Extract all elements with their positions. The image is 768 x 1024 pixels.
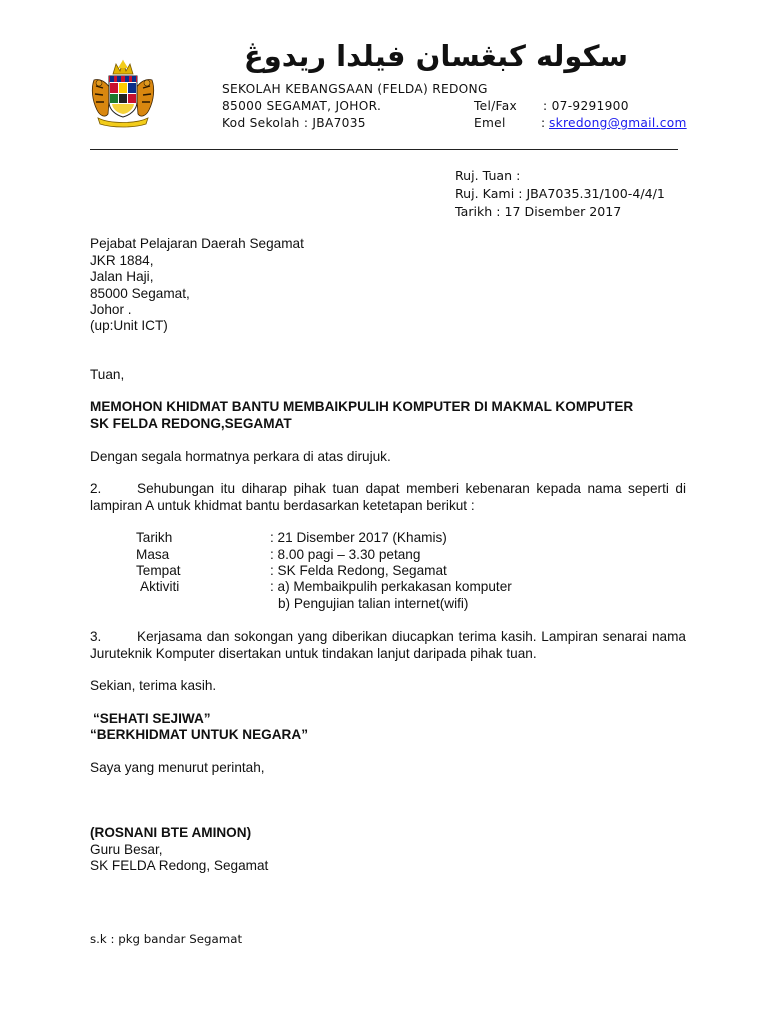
detail-tarikh-label: Tarikh [136,530,173,545]
detail-aktiviti-value-b: b) Pengujian talian internet(wifi) [278,596,469,611]
signatory-org: SK FELDA Redong, Segamat [90,858,269,873]
detail-tarikh-value: : 21 Disember 2017 (Khamis) [270,530,447,545]
signatory-title: Guru Besar, [90,842,163,857]
paragraph-2-line-2: lampiran A untuk khidmat bantu berdasarkan ketetapan berikut : [90,498,475,513]
jawi-school-name [243,36,628,76]
recipient-line-2: JKR 1884, [90,253,154,268]
ref-ruj-kami: Ruj. Kami : JBA7035.31/100-4/4/1 [455,186,665,201]
motto-line-2: “BERKHIDMAT UNTUK NEGARA” [90,727,308,742]
letterhead-divider [90,149,678,150]
recipient-line-1: Pejabat Pelajaran Daerah Segamat [90,236,304,251]
jawi-title-text: سکوله کبڠسان فيلدا ريدوڠ [243,39,628,73]
subject-line-1: MEMOHON KHIDMAT BANTU MEMBAIKPULIH KOMPUTER DI MAKMAL KOMPUTER [90,399,634,414]
coat-of-arms-logo [90,58,156,130]
paragraph-2-line-1: Sehubungan itu diharap pihak tuan dapat memberi kebenaran kepada nama seperti di [137,481,686,496]
motto-line-1: “SEHATI SEJIWA” [93,711,211,726]
closing: Sekian, terima kasih. [90,678,217,693]
sign-off: Saya yang menurut perintah, [90,760,265,775]
recipient-line-4: 85000 Segamat, [90,286,190,301]
detail-aktiviti-label: Aktiviti [140,579,180,594]
detail-masa-label: Masa [136,547,170,562]
detail-aktiviti-value-a: : a) Membaikpulih perkakasan komputer [270,579,512,594]
email-link[interactable]: skredong@gmail.com [549,116,687,130]
recipient-line-6: (up:Unit ICT) [90,318,168,333]
school-name: SEKOLAH KEBANGSAAN (FELDA) REDONG [222,82,488,96]
paragraph-3-line-2: Juruteknik Komputer disertakan untuk tindakan lanjut daripada pihak tuan. [90,646,537,661]
tel-value: : 07-9291900 [543,99,629,113]
ref-tarikh: Tarikh : 17 Disember 2017 [455,204,622,219]
ref-ruj-tuan: Ruj. Tuan : [455,168,521,183]
detail-tempat-label: Tempat [136,563,181,578]
cc-line: s.k : pkg bandar Segamat [90,932,243,946]
signatory-name: (ROSNANI BTE AMINON) [90,825,252,840]
paragraph-3-line-1: Kerjasama dan sokongan yang diberikan diucapkan terima kasih. Lampiran senarai nama [137,629,686,644]
salutation: Tuan, [90,367,125,382]
school-address: 85000 SEGAMAT, JOHOR. [222,99,382,113]
recipient-line-3: Jalan Haji, [90,269,154,284]
email-label: Emel [474,116,506,130]
paragraph-2-number: 2. [90,481,102,496]
detail-tempat-value: : SK Felda Redong, Segamat [270,563,447,578]
tel-label: Tel/Fax [474,99,518,113]
recipient-line-5: Johor . [90,302,132,317]
email-colon: : [541,116,546,130]
school-code: Kod Sekolah : JBA7035 [222,116,366,130]
paragraph-1: Dengan segala hormatnya perkara di atas dirujuk. [90,449,391,464]
paragraph-3-number: 3. [90,629,102,644]
detail-masa-value: : 8.00 pagi – 3.30 petang [270,547,421,562]
subject-line-2: SK FELDA REDONG,SEGAMAT [90,416,292,431]
